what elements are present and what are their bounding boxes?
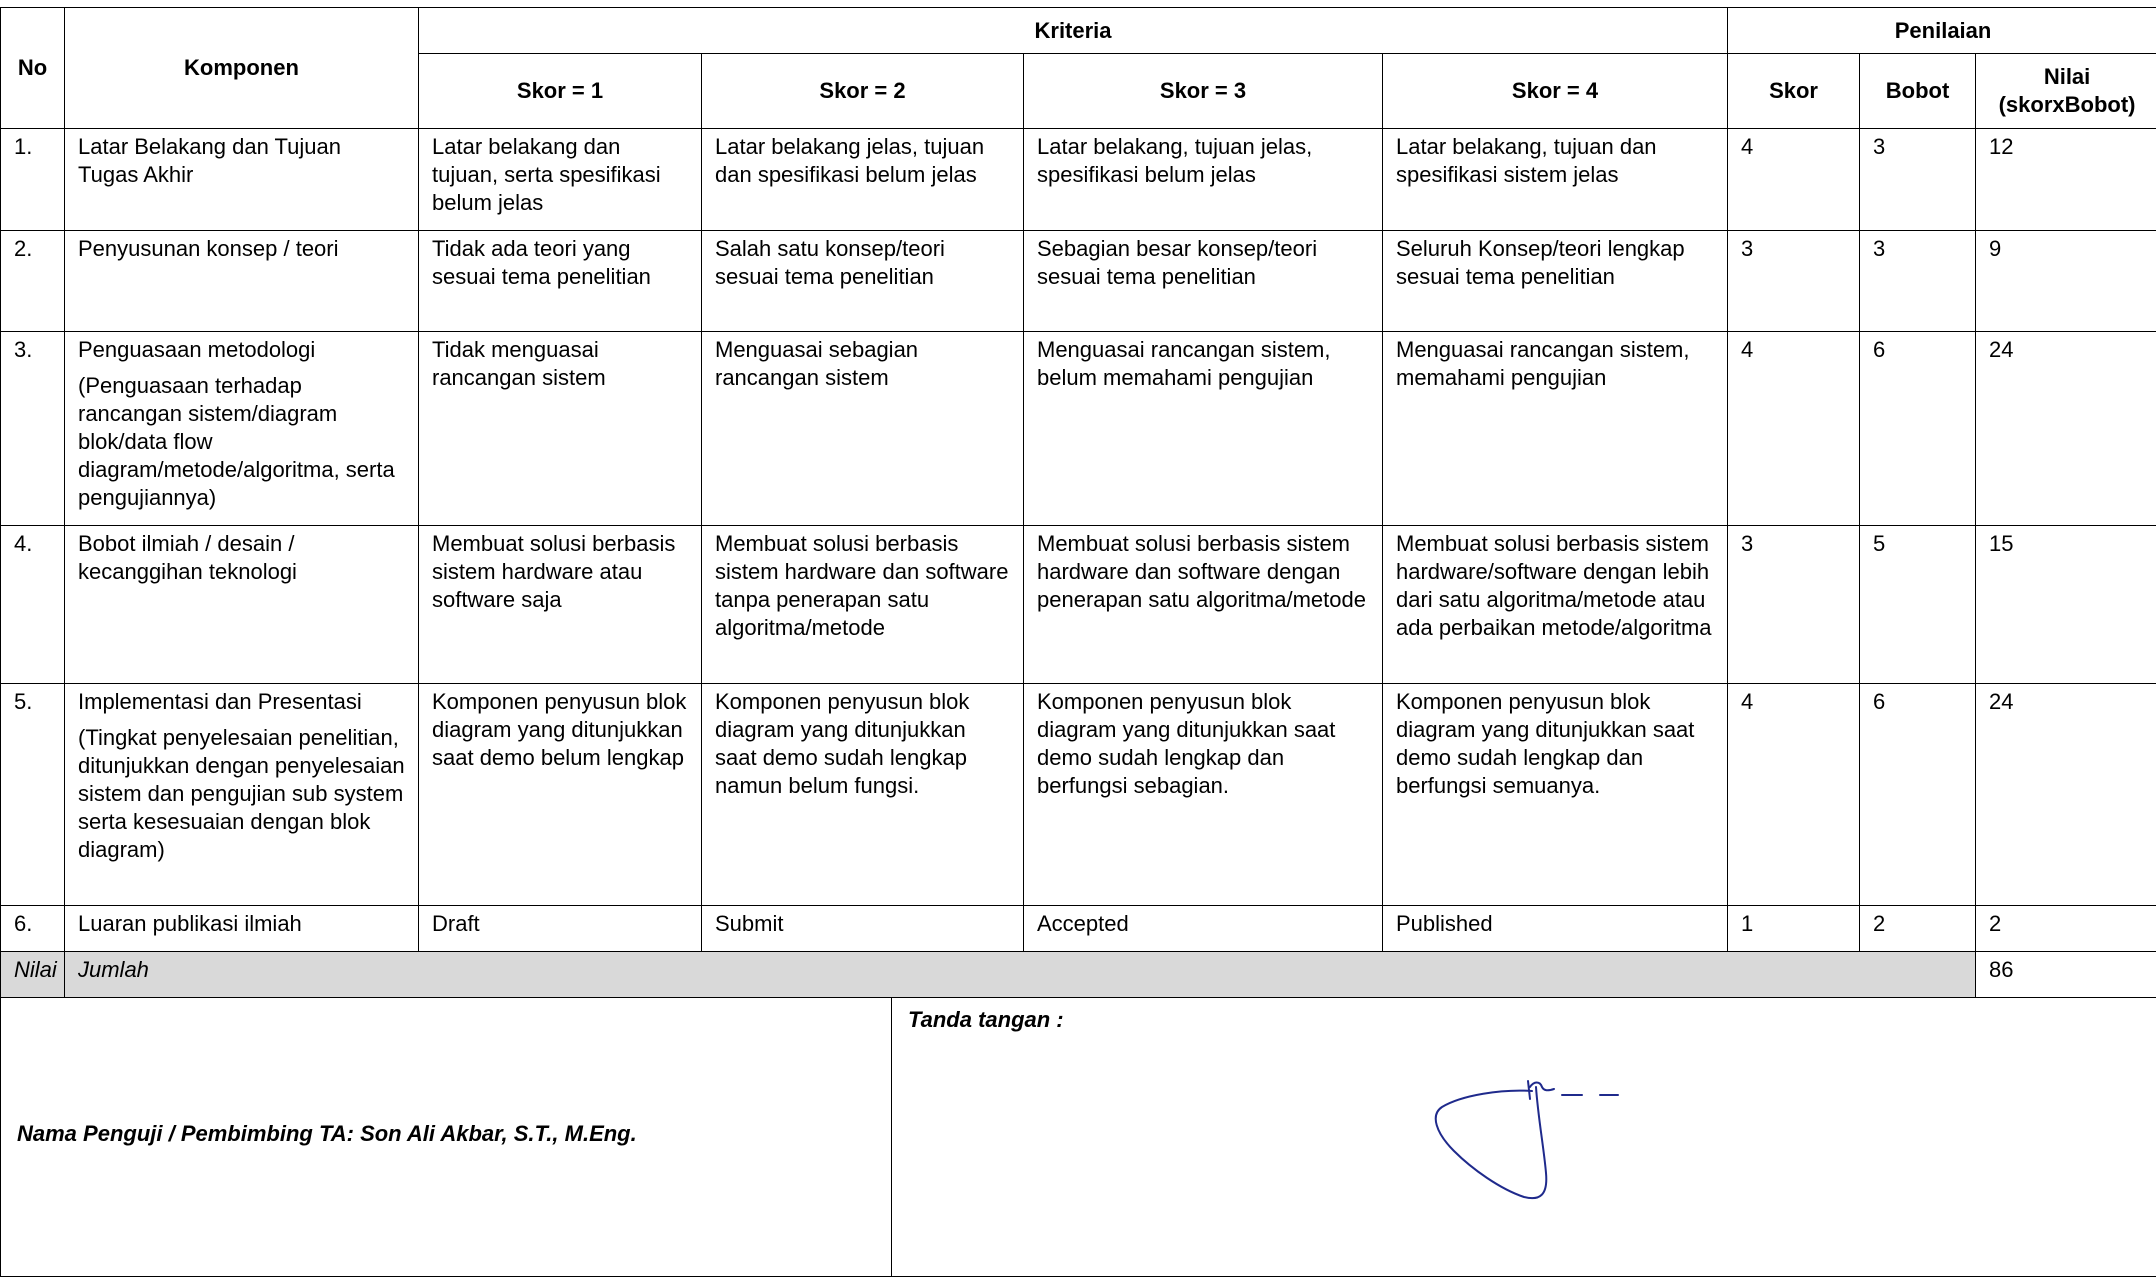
- kriteria-2-cell: Salah satu konsep/teori sesuai tema penelitian: [702, 231, 1024, 332]
- komponen-cell: [65, 526, 419, 684]
- komponen-title: Penyusunan konsep / teori: [78, 235, 405, 263]
- header-nilai-line1: Nilai: [2044, 64, 2090, 89]
- kriteria-3-cell: Sebagian besar konsep/teori sesuai tema penelitian: [1024, 231, 1383, 332]
- skor-cell: 1: [1728, 906, 1860, 952]
- komponen-title: Penguasaan metodologi: [78, 336, 405, 364]
- kriteria-4-cell: Latar belakang, tujuan dan spesifikasi sistem jelas: [1383, 129, 1728, 231]
- kriteria-1-cell: Komponen penyusun blok diagram yang ditunjukkan saat demo belum lengkap: [419, 684, 702, 906]
- nilai-cell: 9: [1976, 231, 2156, 332]
- kriteria-2-cell: Membuat solusi berbasis sistem hardware dan software tanpa penerapan satu algoritma/metode: [702, 526, 1024, 684]
- kriteria-2-cell: Latar belakang jelas, tujuan dan spesifikasi belum jelas: [702, 129, 1024, 231]
- nilai-cell: 12: [1976, 129, 2156, 231]
- kriteria-1-cell: Membuat solusi berbasis sistem hardware atau software saja: [419, 526, 702, 684]
- kriteria-1-cell: Draft: [419, 906, 702, 952]
- table-row: [1, 526, 2156, 684]
- total-nilai-label: Nilai: [1, 952, 65, 998]
- row-number: 3.: [1, 332, 65, 526]
- komponen-title: Luaran publikasi ilmiah: [78, 910, 405, 938]
- examiner-box: [0, 997, 892, 1277]
- table-row: [1, 231, 2156, 332]
- nilai-cell: 15: [1976, 526, 2156, 684]
- row-number: 4.: [1, 526, 65, 684]
- kriteria-1-cell: Tidak ada teori yang sesuai tema penelitian: [419, 231, 702, 332]
- row-number: 6.: [1, 906, 65, 952]
- header-skor-4: Skor = 4: [1383, 54, 1728, 129]
- komponen-title: Latar Belakang dan Tujuan Tugas Akhir: [78, 133, 405, 189]
- header-skor-1: Skor = 1: [419, 54, 702, 129]
- header-skor-2: Skor = 2: [702, 54, 1024, 129]
- total-value: 86: [1976, 952, 2156, 998]
- table-row: [1, 906, 2156, 952]
- bobot-cell: 6: [1860, 684, 1976, 906]
- handwritten-signature: [1432, 1073, 1652, 1223]
- header-komponen: Komponen: [65, 8, 419, 129]
- komponen-cell: [65, 332, 419, 526]
- kriteria-3-cell: Membuat solusi berbasis sistem hardware dan software dengan penerapan satu algoritma/metode: [1024, 526, 1383, 684]
- nilai-cell: 2: [1976, 906, 2156, 952]
- kriteria-4-cell: Membuat solusi berbasis sistem hardware/software dengan lebih dari satu algoritma/metode atau ada perbaikan metode/algoritma: [1383, 526, 1728, 684]
- examiner-name: Nama Penguji / Pembimbing TA: Son Ali Akbar, S.T., M.Eng.: [17, 1121, 637, 1147]
- komponen-cell: [65, 684, 419, 906]
- rubric-table: [0, 7, 2156, 998]
- signature-box: [892, 997, 2156, 1277]
- kriteria-3-cell: Komponen penyusun blok diagram yang ditunjukkan saat demo sudah lengkap dan berfungsi sebagian.: [1024, 684, 1383, 906]
- skor-cell: 4: [1728, 332, 1860, 526]
- bobot-cell: 3: [1860, 231, 1976, 332]
- signature-stroke: [1528, 1081, 1618, 1099]
- skor-cell: 3: [1728, 231, 1860, 332]
- skor-cell: 3: [1728, 526, 1860, 684]
- signature-label: Tanda tangan :: [908, 1007, 1064, 1033]
- komponen-cell: [65, 129, 419, 231]
- table-row: [1, 129, 2156, 231]
- komponen-title: Implementasi dan Presentasi: [78, 688, 405, 716]
- row-number: 5.: [1, 684, 65, 906]
- bobot-cell: 3: [1860, 129, 1976, 231]
- header-nilai: [1976, 54, 2156, 129]
- header-nilai-line2: (skorxBobot): [1999, 92, 2136, 117]
- nilai-cell: 24: [1976, 332, 2156, 526]
- kriteria-3-cell: Latar belakang, tujuan jelas, spesifikasi belum jelas: [1024, 129, 1383, 231]
- header-skor-3: Skor = 3: [1024, 54, 1383, 129]
- row-number: 1.: [1, 129, 65, 231]
- total-row: [1, 952, 2156, 998]
- table-row: [1, 332, 2156, 526]
- komponen-detail: (Penguasaan terhadap rancangan sistem/diagram blok/data flow diagram/metode/algoritma, serta pengujiannya): [78, 372, 405, 512]
- kriteria-2-cell: Menguasai sebagian rancangan sistem: [702, 332, 1024, 526]
- kriteria-1-cell: Tidak menguasai rancangan sistem: [419, 332, 702, 526]
- total-jumlah-label: Jumlah: [65, 952, 1976, 998]
- row-number: 2.: [1, 231, 65, 332]
- header-kriteria: Kriteria: [419, 8, 1728, 54]
- bobot-cell: 6: [1860, 332, 1976, 526]
- header-bobot: Bobot: [1860, 54, 1976, 129]
- komponen-cell: [65, 231, 419, 332]
- kriteria-4-cell: Published: [1383, 906, 1728, 952]
- table-row: [1, 684, 2156, 906]
- skor-cell: 4: [1728, 684, 1860, 906]
- header-skor: Skor: [1728, 54, 1860, 129]
- kriteria-4-cell: Komponen penyusun blok diagram yang ditunjukkan saat demo sudah lengkap dan berfungsi semuanya.: [1383, 684, 1728, 906]
- kriteria-4-cell: Menguasai rancangan sistem, memahami pengujian: [1383, 332, 1728, 526]
- kriteria-3-cell: Menguasai rancangan sistem, belum memahami pengujian: [1024, 332, 1383, 526]
- komponen-detail: (Tingkat penyelesaian penelitian, ditunjukkan dengan penyelesaian sistem dan pengujian sub system serta kesesuaian dengan blok diagram): [78, 724, 405, 864]
- nilai-cell: 24: [1976, 684, 2156, 906]
- signature-stroke: [1436, 1087, 1547, 1198]
- kriteria-2-cell: Komponen penyusun blok diagram yang ditunjukkan saat demo sudah lengkap namun belum fungsi.: [702, 684, 1024, 906]
- header-penilaian: Penilaian: [1728, 8, 2156, 54]
- kriteria-1-cell: Latar belakang dan tujuan, serta spesifikasi belum jelas: [419, 129, 702, 231]
- kriteria-2-cell: Submit: [702, 906, 1024, 952]
- skor-cell: 4: [1728, 129, 1860, 231]
- komponen-cell: [65, 906, 419, 952]
- header-no: No: [1, 8, 65, 129]
- bobot-cell: 5: [1860, 526, 1976, 684]
- kriteria-3-cell: Accepted: [1024, 906, 1383, 952]
- kriteria-4-cell: Seluruh Konsep/teori lengkap sesuai tema penelitian: [1383, 231, 1728, 332]
- komponen-title: Bobot ilmiah / desain / kecanggihan teknologi: [78, 530, 405, 586]
- bobot-cell: 2: [1860, 906, 1976, 952]
